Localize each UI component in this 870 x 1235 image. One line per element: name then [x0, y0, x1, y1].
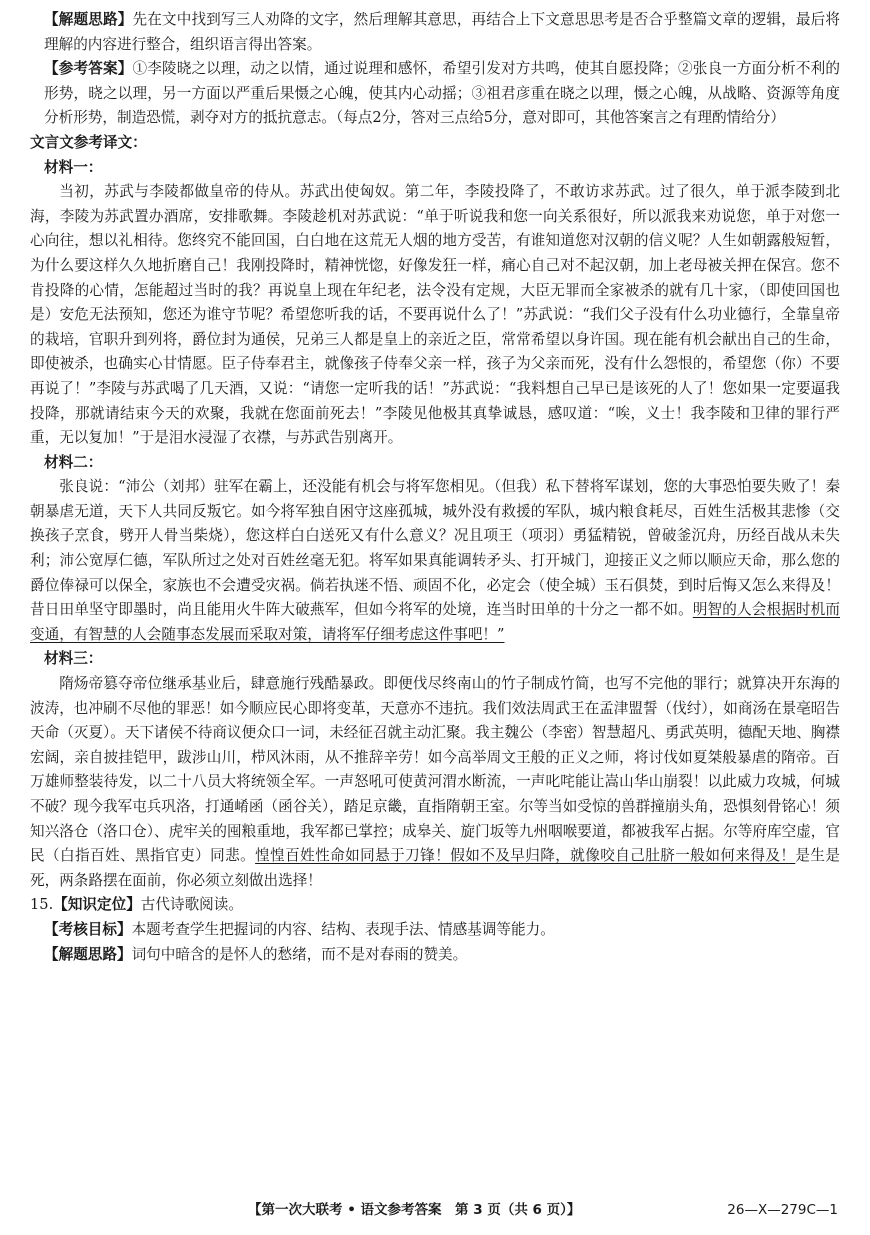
q15-knowledge-label: 【知识定位】: [53, 896, 141, 914]
q15-approach-text: 词句中暗含的是怀人的愁绪，而不是对春雨的赞美。: [131, 945, 468, 963]
q15-knowledge: [30, 893, 840, 918]
q15-goal-text: 本题考查学生把握词的内容、结构、表现手法、情感基调等能力。: [131, 920, 555, 938]
material-three-title: 材料三：: [44, 650, 103, 668]
material-two-paragraph: [30, 475, 840, 647]
material-two-underlined: 明智的人会根据时机而变通，有智慧的人会随事态发展而采取对策，请将军仔细考虑这件事吧！”: [30, 601, 840, 643]
q15-approach-label: 【解题思路】: [44, 945, 132, 963]
material-three-text-a: 隋炀帝篡夺帝位继承基业后，肆意施行残酷暴政。即便伐尽终南山的竹子制成竹简，也写不完他的罪行；就算决开东海的波涛，也冲刷不尽他的罪恶！如今顺应民心即将变革，天意亦不违抗。我们效法周武王在孟津盟誓（伐纣），如商汤在景亳昭告天命（灭夏）。天下诸侯不待商议便众口一词，未经征召就主动汇聚。我主魏公（李密）智慧超凡、勇武英明，德配天地、胸襟宏阔，亲自披挂铠甲，跋涉山川，栉风沐雨，从不推辞辛劳！如今高举周文王般的正义之师，将讨伐如夏桀般暴虐的隋帝。百万雄师整装待发，以二十八员大将统领全军。一声怒吼可使黄河渭水断流，一声叱咤能让嵩山华山崩裂！以此威力攻城，何城不破？现今我军屯兵巩洛，打通崤函（函谷关），踏足京畿，直指隋朝王室。尔等当如受惊的兽群撞崩头角，恐惧刻骨铭心！须知兴洛仓（洛口仓）、虎牢关的囤粮重地，我军都已掌控；成皋关、旋门坂等九州咽喉要道，都被我军占据。尔等府库空虚，官民（白指百姓、黑指官吏）同悲。: [30, 675, 840, 865]
material-one-text: 当初，苏武与李陵都做皇帝的侍从。苏武出使匈奴。第二年，李陵投降了，不敢访求苏武。过了很久，单于派李陵到北海，李陵为苏武置办酒席，安排歌舞。李陵趁机对苏武说：“单于听说我和您一向关系很好，所以派我来劝说您，单于对您一心向往，想以礼相待。您终究不能回国，白白地在这荒无人烟的地方受苦，有谁知道您对汉朝的信义呢？人生如朝露般短暂，为什么要这样久久地折磨自己！我刚投降时，精神恍惚，好像发狂一样，痛心自己对不起汉朝，加上老母被关押在保宫。您不肯投降的心情，怎能超过当时的我？再说皇上现在年纪老，法令没有定规，大臣无罪而全家被杀的就有几十家，（即使回国也是）安危无法预知，您还为谁守节呢？希望您听我的话，不要再说什么了！”苏武说：“我们父子没有什么功业德行，全靠皇帝的栽培，官职升到列将，爵位封为通侯，兄弟三人都是皇上的亲近之臣，常常希望以身许国。现在能有机会献出自己的生命，即使被杀，也确实心甘情愿。臣子侍奉君主，就像孩子侍奉父亲一样，孩子为父亲而死，没有什么怨恨的，希望您（你）不要再说了！”李陵与苏武喝了几天酒，又说：“请您一定听我的话！”苏武说：“我料想自己早已是该死的人了！您如果一定要逼我投降，那就请结束今天的欢聚，我就在您面前死去！”李陵见他极其真挚诚恳，感叹道：“唉，义士！我李陵和卫律的罪行严重，无以复加！”于是泪水浸湿了衣襟，与苏武告别离开。: [30, 183, 840, 447]
material-three-underlined: 惶惶百姓性命如同悬于刀锋！假如不及早归降，就像咬自己肚脐一般如何来得及！: [255, 847, 796, 865]
material-three-text-b: 是生是死，两条路摆在面前，你必须立刻做出选择！: [30, 847, 840, 889]
q15-approach: [30, 943, 840, 968]
material-one-title: 材料一：: [44, 158, 103, 176]
material-three-paragraph: [30, 672, 840, 893]
translation-heading: 文言文参考译文：: [30, 133, 147, 151]
q15-knowledge-text: 古代诗歌阅读。: [140, 896, 243, 914]
footer-page-info: 【第一次大联考 • 语文参考答案 第 3 页（共 6 页）】: [248, 1202, 581, 1218]
approach-label: 【解题思路】: [44, 11, 133, 28]
approach-text: 先在文中找到写三人劝降的文字，然后理解其意思，再结合上下文意思思考是否合乎整篇文章的逻辑，最后将理解的内容进行整合，组织语言得出答案。: [44, 11, 840, 53]
page-footer: [0, 1198, 870, 1222]
approach-paragraph: [30, 8, 840, 57]
reference-answer-paragraph: [30, 57, 840, 131]
reference-text: ①李陵晓之以理，动之以情，通过说理和感怀，希望引发对方共鸣，使其自愿投降；②张良一方面分析不利的形势，晓之以理，另一方面以严重后果慑之心魄，使其内心动摇；③祖君彦重在晓之以理，慑之心魄，从战略、资源等角度分析形势，制造恐慌，剥夺对方的抵抗意志。（每点2分，答对三点给5分，意对即可，其他答案言之有理酌情给分）: [44, 60, 840, 127]
q15-number: 15.: [30, 896, 54, 914]
q15-goal-label: 【考核目标】: [44, 920, 132, 938]
material-two-title: 材料二：: [44, 453, 103, 471]
reference-label: 【参考答案】: [44, 60, 133, 78]
q15-goal: [30, 918, 840, 943]
material-two-text: 张良说：“沛公（刘邦）驻军在霸上，还没能有机会与将军您相见。（但我）私下替将军谋划，您的大事恐怕要失败了！秦朝暴虐无道，天下人共同反叛它。如今将军独自困守这座孤城，城外没有救援的军队，城内粮食耗尽，百姓生活极其悲惨（交换孩子烹食，劈开人骨当柴烧），您这样白白送死又有什么意义？况且项王（项羽）勇猛精锐，曾破釜沉舟，历经百战从未失利；沛公宽厚仁德，军队所过之处对百姓丝毫无犯。将军如果真能调转矛头、打开城门，迎接正义之师以顺应天命，那么您的爵位俸禄可以保全，家族也不会遭受灾祸。倘若执迷不悟、顽固不化，必定会（使全城）玉石俱焚，到时后悔又怎么来得及！昔日田单坚守即墨时，尚且能用火牛阵大破燕军，但如今将军的处境，连当时田单的十分之一都不如。: [30, 478, 840, 619]
footer-code: 26—X—279C—1: [727, 1202, 838, 1218]
